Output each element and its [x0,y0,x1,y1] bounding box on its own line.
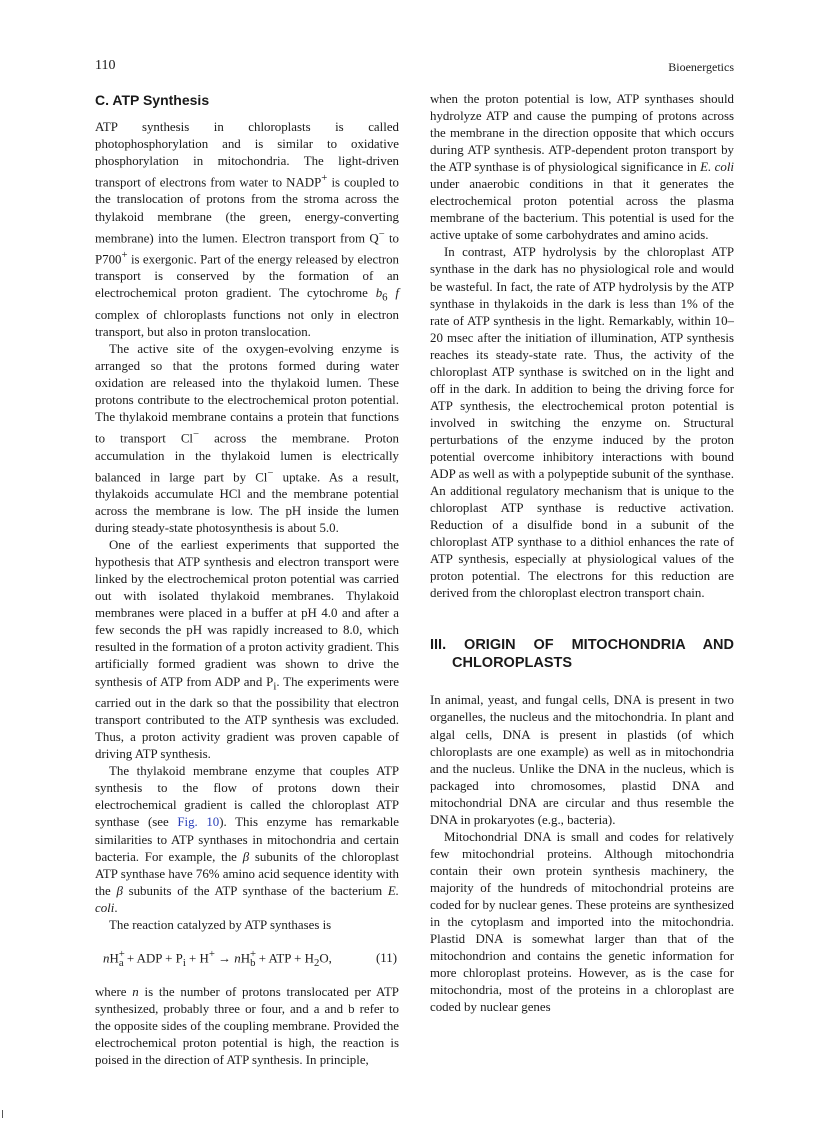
paragraph: In animal, yeast, and fungal cells, DNA is present in two organelles, the nucleus and the mitochondria. In plant and algal cells, DNA is present in plastids (of which chloroplasts are one example) as well as in mitochondria and the nucleus. Unlike the DNA in the nucleus, which is packaged into chromosomes, plastid DNA and mitochondrial DNA are circular and thus resemble the DNA in prokaryotes (e.g., bacteria). [430,693,734,827]
section-heading-origin-of-mitochondria: III. ORIGIN OF MITOCHONDRIA AND CHLOROPLASTS [430,637,734,672]
paragraph: Mitochondrial DNA is small and codes for relatively few mitochondrial proteins. Although mitochondria contain their own protein synthesis machinery, the majority of the hundreds of mitochondrial proteins are coded for by nuclear genes. These proteins are synthesized in the cytoplasm and imported into the mitochondria. Plastid DNA is somewhat larger than that of the mitochondrion and contains the genetic information for more chloroplast proteins. However, as is the case for mitochondria, most of the proteins in a chloroplast are coded by nuclear genes [430,829,734,1015]
paragraph: The active site of the oxygen-evolving enzyme is arranged so that the protons formed during water oxidation are released into the thylakoid lumen. These protons contribute to the electrochemical proton potential. The thylakoid membrane contains a protein that functions to transport Cl− across the membrane. Proton accumulation in the thylakoid lumen is electrically balanced in large part by Cl− uptake. As a result, thylakoids accumulate HCl and the membrane potential across the membrane is low. The pH inside the lumen during steady-state photosynthesis is about 5.0. [95,342,400,536]
equation-number: (11) [376,951,397,966]
paragraph: One of the earliest experiments that supported the hypothesis that ATP synthesis and electron transport were linked by the electrochemical proton potential was carried out with isolated thylakoid membranes. Thylakoid membranes were placed in a buffer at pH 4.0 and after a few seconds the pH was rapidly increased to 8.0, which resulted in the formation of a proton activity gradient. This artificially formed gradient was shown to drive the synthesis of ATP from ADP and $P_i$. The experiments were carried out in the dark so that the possibility that electron transport contributed to the ATP synthesis was excluded. Thus, a proton activity gradient was proven capable of driving ATP synthesis. [95,538,399,762]
paragraph: when the proton potential is low, ATP synthases should hydrolyze ATP and cause the pumping of protons across the membrane in the direction opposite that which occurs during ATP synthesis. ATP-dependent proton transport by the ATP synthase is of physiological significance in E. coli under anaerobic conditions in that it generates the electrochemical proton potential across the plasma membrane of the bacterium. This potential is used for the active uptake of some carbohydrates and amino acids. [430,92,734,243]
equation-body: $nH^+_a$ + ADP + $P_i + H^+ \to nH^+_b$ + ATP + $H_2O$, [103,947,332,969]
paragraph: The thylakoid membrane enzyme that couples ATP synthesis to the flow of protons down their electrochemical gradient is called the chloroplast ATP synthase (see Fig. 10). This enzyme has remarkable similarities to ATP synthases in mitochondria and certain bacteria. For example, the β subunits of the chloroplast ATP synthase have 76% amino acid sequence identity with the β subunits of the ATP synthase of the bacterium E. coli. [95,764,400,915]
figure-10-link[interactable]: Fig. 10 [177,815,220,830]
paragraph: where n is the number of protons translocated per ATP synthesized, probably three or four, and a and b refer to the opposite sides of the coupling membrane. Provided the electrochemical proton potential is high, the reaction is poised in the direction of ATP synthesis. In principle, [95,984,399,1067]
paragraph: The reaction catalyzed by ATP synthases is [109,917,332,932]
left-column [95,91,399,1069]
paragraph: ATP synthesis in chloroplasts is called photophosphorylation and is similar to oxidative phosphorylation in mitochondria. The light-driven transport of electrons from water to NADP+ is coupled to the translocation of protons from the stroma across the thylakoid membrane (the green, energy-converting membrane) into the lumen. Electron transport from Q− to P700+ is exergonic. Part of the energy released by electron transport is conserved by the formation of an electrochemical proton gradient. The cytochrome $b_6$ f complex of chloroplasts functions not only in electron transport, but also in proton translocation. [95,120,399,339]
equation-11 [103,946,399,972]
crop-mark [2,1110,3,1118]
page-number: 110 [95,58,116,73]
paragraph: In contrast, ATP hydrolysis by the chloroplast ATP synthase in the dark has no physiological role and would be wasteful. In fact, the rate of ATP hydrolysis by the ATP synthase in thylakoids in the dark is less than 1% of the rate of ATP synthesis in the light. Remarkably, within 10–20 msec after the initiation of illumination, ATP synthesis reaches its steady-state rate. Thus, the activity of the chloroplast ATP synthase is switched on in the light and off in the dark. In addition to being the driving force for ATP synthesis, the electrochemical proton potential is involved in switching the enzyme on. Structural perturbations of the enzyme induced by the proton potential overcome inhibitory interactions with bound ADP as well as with a polypeptide subunit of the synthase. An additional regulatory mechanism that is unique to the chloroplast ATP synthase is reductive activation. Reduction of a disulfide bond in a subunit of the chloroplast ATP synthase to a dithiol enhances the rate of ATP synthesis, especially at physiological values of the proton potential. The electrons for this reduction are derived from the chloroplast electron transport chain. [430,245,734,601]
right-column [430,91,734,1016]
running-title: Bioenergetics [668,60,734,74]
section-heading-atp-synthesis: C. ATP Synthesis [95,92,210,108]
